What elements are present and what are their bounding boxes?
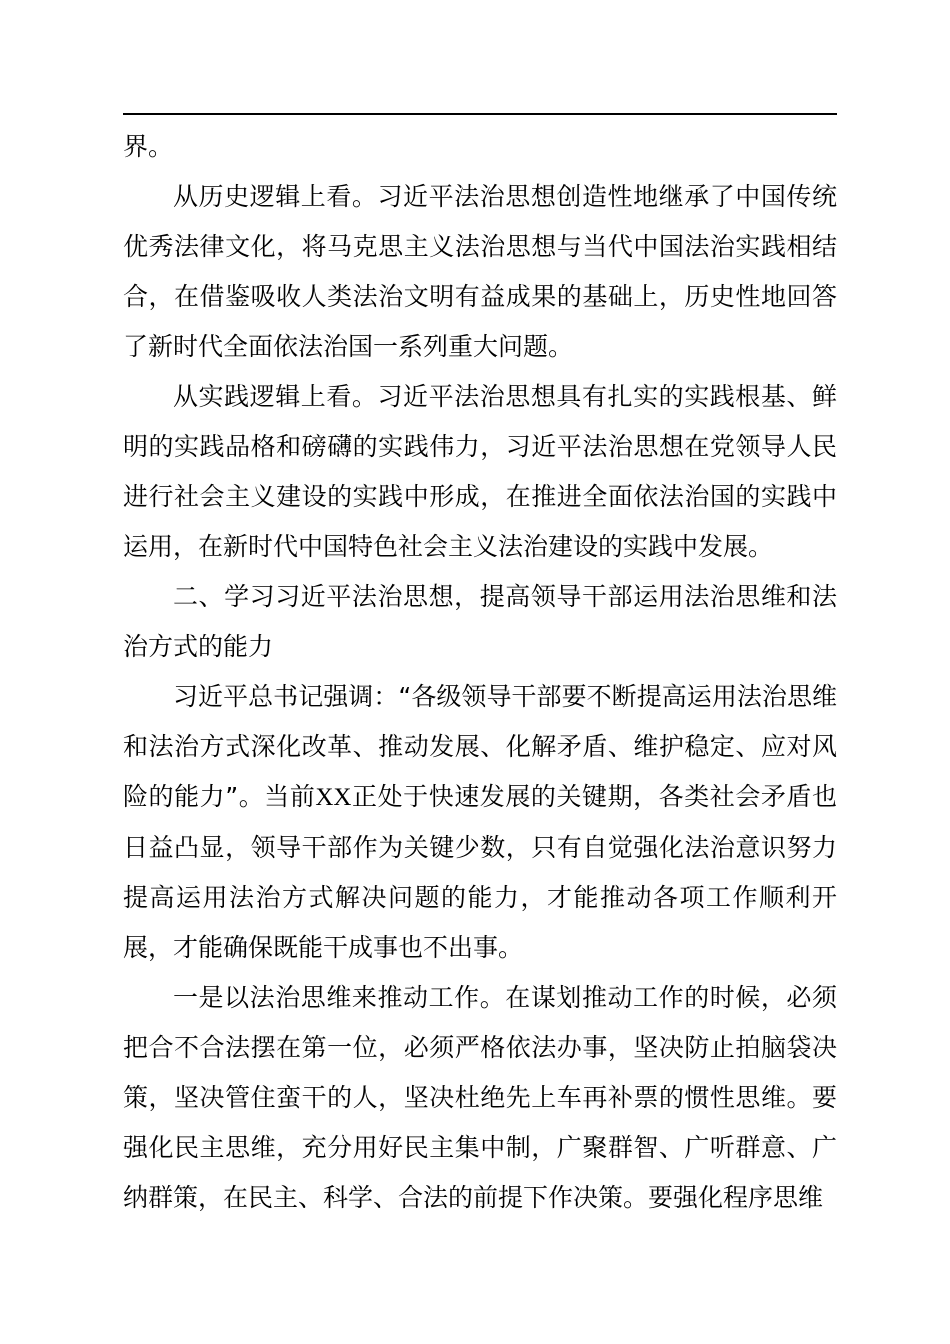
paragraph-practice-logic: 从实践逻辑上看。习近平法治思想具有扎实的实践根基、鲜明的实践品格和磅礴的实践伟力，习近平法治思想在党领导人民进行社会主义建设的实践中形成，在推进全面依法治国的实践中运用，在新时代中国特色社会主义法治建设的实践中发展。: [123, 382, 837, 561]
paragraph-legal-thinking: 一是以法治思维来推动工作。在谋划推动工作的时候，必须把合不合法摆在第一位，必须严格依法办事，坚决防止拍脑袋决策，坚决管住蛮干的人，坚决杜绝先上车再补票的惯性思维。要强化民主思维，充分用好民主集中制，广聚群智、广听群意、广纳群策，在民主、科学、合法的前提下作决策。要强化程序思维: [123, 983, 837, 1212]
quote-placeholder-xx: XX: [315, 784, 352, 811]
continuation-line: 界。: [123, 132, 174, 161]
section-heading-2: 二、学习习近平法治思想，提高领导干部运用法治思维和法治方式的能力: [123, 582, 837, 661]
header-rule: [123, 113, 837, 115]
paragraph-history-logic: 从历史逻辑上看。习近平法治思想创造性地继承了中国传统优秀法律文化，将马克思主义法治思想与当代中国法治实践相结合，在借鉴吸收人类法治文明有益成果的基础上，历史性地回答了新时代全面依法治国一系列重大问题。: [123, 182, 837, 361]
paragraph-quote: [123, 672, 837, 973]
quote-text-after: 正处于快速发展的关键期，各类社会矛盾也日益凸显，领导干部作为关键少数，只有自觉强化法治意识努力提高运用法治方式解决问题的能力，才能推动各项工作顺利开展，才能确保既能干成事也不出事。: [123, 782, 837, 962]
document-body: [123, 122, 837, 1223]
quote-text-before: 习近平总书记强调：“各级领导干部要不断提高运用法治思维和法治方式深化改革、推动发展、化解矛盾、维护稳定、应对风险的能力”。当前: [123, 682, 837, 811]
